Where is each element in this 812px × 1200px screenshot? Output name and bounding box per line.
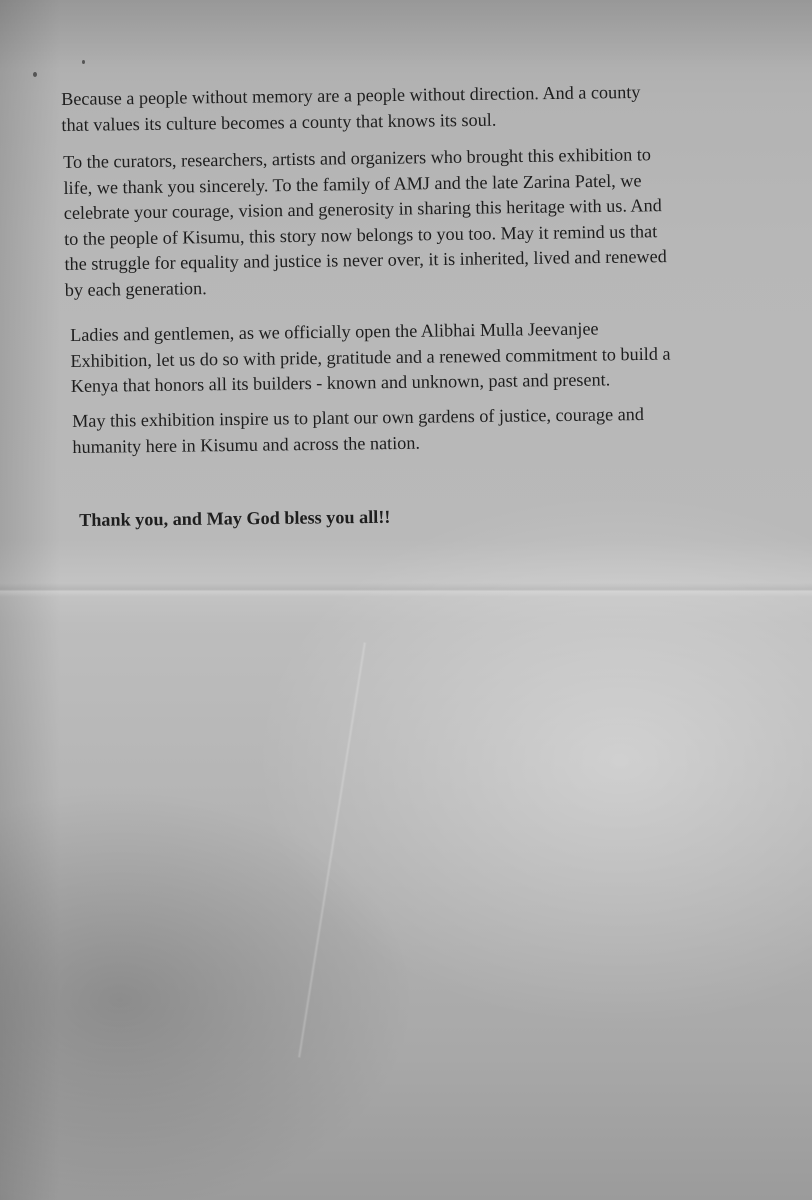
paragraph-thanks: To the curators, researchers, artists and organizers who brought this exhibition to life, we thank you sincerely. To the family of AMJ and the late Zarina Patel, we celebrate your courage, vision and generosity in sharing this heritage with us. And to the people of Kisumu, this story now belongs to you too. May it remind us that the struggle for equality and justice is never over, it is inherited, lived and renewed by each generation. xyxy=(63,144,667,300)
closing-line: Thank you, and May God bless you all!! xyxy=(79,506,391,530)
paper-fold-line xyxy=(0,583,812,597)
ink-speck xyxy=(33,72,37,77)
paragraph-opening: Ladies and gentlemen, as we officially open the Alibhai Mulla Jeevanjee Exhibition, let us do so with pride, gratitude and a renewed commitment to build a Kenya that honors all its builders - known and unknown, past and present. xyxy=(70,318,671,396)
ink-speck xyxy=(82,60,85,64)
top-shadow xyxy=(0,0,812,70)
left-shadow xyxy=(0,0,60,1200)
paragraph-memory: Because a people without memory are a people without direction. And a county that values its culture becomes a county that knows its soul. xyxy=(61,81,641,135)
paper-crease xyxy=(297,642,367,1057)
paragraph-inspiration: May this exhibition inspire us to plant our own gardens of justice, courage and humanity here in Kisumu and across the nation. xyxy=(72,404,645,457)
